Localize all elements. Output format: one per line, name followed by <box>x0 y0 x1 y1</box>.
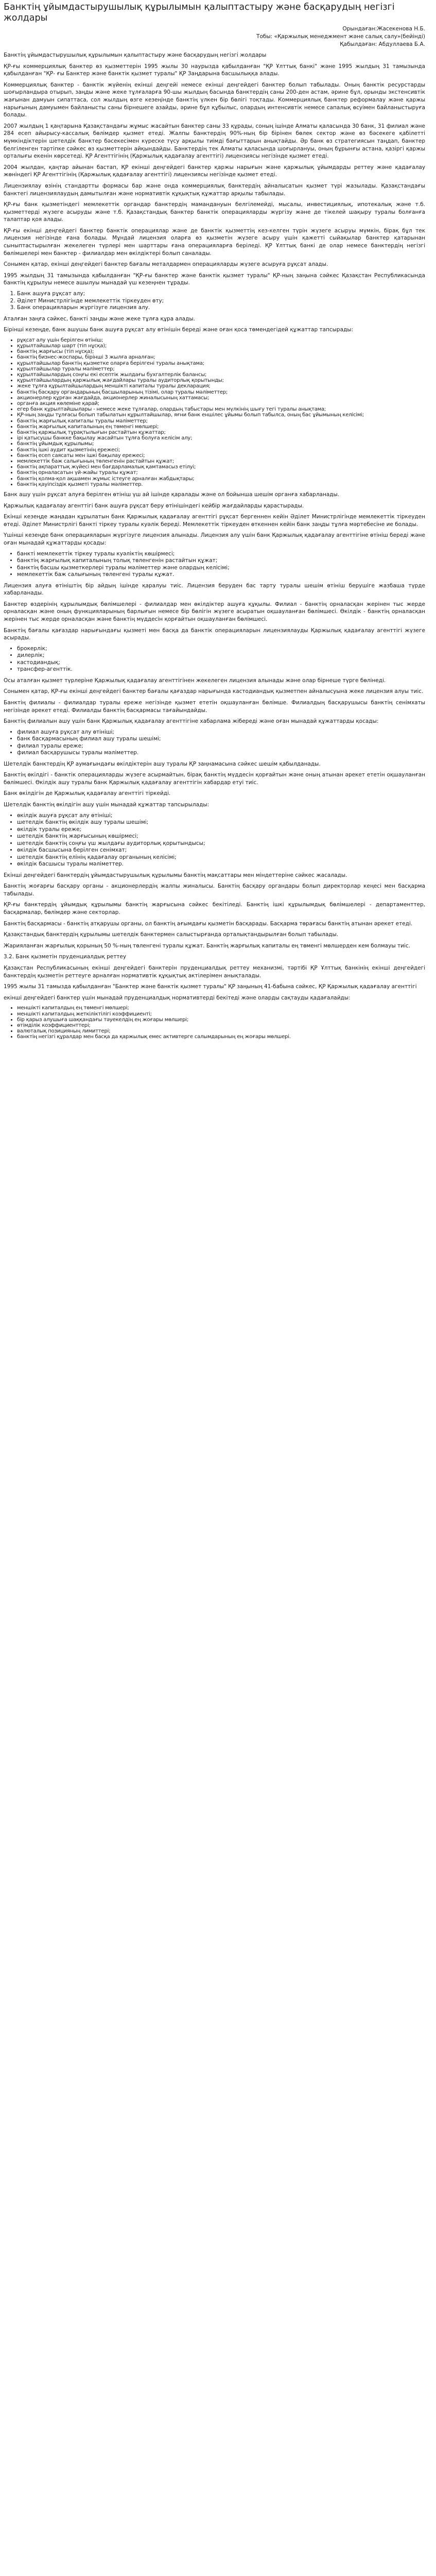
list-item: • кастодиандық; <box>17 659 425 667</box>
list-item: • мемлекеттік баж салығының төленгенін растайтын құжат; <box>17 459 425 464</box>
list-item: • банктің жарғылық капиталы туралы мәліметтер; <box>17 418 425 424</box>
list-item: 3. Банк операцияларын жүргізуге лицензия алу. <box>17 304 425 312</box>
list-item: • ҚР-ның заңды тұлғасы болып табылатын құрылтайшылар, яғни банк еншілес ұйымы болып табылса, оның бас ұйымының келісімі; <box>17 412 425 418</box>
list-item: • меншікті капиталдың ең төменгі мөлшері; <box>17 1005 425 1011</box>
list-item: • өкілдік ашуға рұқсат алу өтініші; <box>17 812 425 820</box>
list-item: • банктің ақпараттық жүйесі мен бағдарламалық қамтамасыз етілуі; <box>17 464 425 470</box>
list-item: • шетелдік банктің соңғы үш жылдағы аудиторлық қорытындысы; <box>17 840 425 848</box>
securities-activity-list <box>4 646 425 673</box>
list-item: • банктің жарғылық капиталының ең төменгі мөлшері; <box>17 424 425 430</box>
paragraph: Банктер өздерінің құрылымдық бөлімшелері - филиалдар мен өкілдіктер ашуға құқылы. Филиал - банктің орналасқан жерінен тыс жерде орналасқан және оның функцияларының барлығын немесе бір бөлігін жүзеге асыратын оқшауланған бөлімшесі. Өкілдік - банктің орналасқан жерінен тыс жерде орналасқан және банктің мүддесін қорғайтын оқшауланған бөлімшесі. <box>4 601 425 622</box>
list-item: • банк басқармасының филиал ашу туралы шешімі; <box>17 736 425 743</box>
paragraph: Шетелдік банктердің ҚР аумағындағы өкілдіктерін ашу туралы ҚР заңнамасына сәйкес шешім қабылданады. <box>4 760 321 767</box>
paragraph: Қаржылық қадағалау агенттігі банк ашуға рұқсат беру өтінішіндегі кейбір жағдайларды қарастырады. <box>4 502 304 509</box>
list-item: • органға акция көлеміне қарай; <box>17 401 425 406</box>
list-item: • дилерлік; <box>17 652 425 659</box>
list-item: • банктің ұйымдық құрылымы; <box>17 441 425 447</box>
list-item: • акционерлер құрған жағдайда, акционерлер жиналысының хаттамасы; <box>17 395 425 401</box>
list-item: • өтімділік коэффициенттері; <box>17 1023 425 1028</box>
list-item: • банктің жарғылық капиталының толық төленгенін растайтын құжат; <box>17 557 425 565</box>
paragraph: Лицензиялау өзінің стандартты формасы бар және онда коммерциялық банктердің айналысатын қызмет түрі жазылады. Қазақстандағы банктегі лицензиялаудың дамытылған және нормативтік құқықтық құжаттар арқылы табылады. <box>4 182 425 197</box>
list-item: • банктің ішкі аудит қызметінің ережесі; <box>17 447 425 453</box>
document-title: Банктің ұйымдастырушылық құрылымын қалыптастыру және басқарудың негізгі жолдары <box>4 2 395 23</box>
paragraph: ҚР-ғы банк қызметіндегі мемлекеттік органдар банктердің мамандануын белгілемейді, мысалы, инвестициялық, ипотекалық және т.б. қызметтерді жүзеге асыруды және т.б. Қазақстандық банктер банктік операцияларды жүргізу және де тікелей шақыру туралы болғанға талаптар қоя алады. <box>4 201 425 223</box>
list-item: 1. Банк ашуға рұқсат алу; <box>17 291 425 298</box>
list-item: • шетелдік банктің жарғысының көшірмесі; <box>17 833 425 840</box>
list-item: • ірі қатысушы банкке бақылау жасайтын тұлға болуға келісім алу; <box>17 435 425 441</box>
paragraph: Банктің жоғарғы басқару органы - акционерлердің жалпы жиналысы. Банктің басқару органдары болып директорлар кеңесі мен басқарма табылады. <box>4 883 425 897</box>
list-item: • валюталық позицияның лимиттері; <box>17 1028 425 1034</box>
paragraph: Сонымен қатар, екінші деңгейдегі банктер бағалы металдармен операцияларды жүзеге асыруға рұқсат алады. <box>4 261 328 268</box>
list-item: • банктің қолма-қол ақшамен жұмыс істеуге арналған жабдықтары; <box>17 476 425 482</box>
paragraph: Банктің басқармасы - банктің атқарушы органы, ол банктің ағымдағы қызметін басқарады. Басқарма төрағасы банктің атынан әрекет етеді. <box>4 920 413 927</box>
list-item: • өкілдік басшысы туралы мәліметтер. <box>17 861 425 868</box>
paragraph: Қазақстан Республикасының екінші деңгейдегі банктерін пруденциалдық реттеу механизмі, тәртібі ҚР Ұлттық банкінің екінші деңгейдегі банктердің қызметін реттеуге арналған нормативтік құқықтық актілерімен анықталады. <box>4 965 425 979</box>
list-item: • құрылтайшылардың қаржылық жағдайлары туралы аудиторлық қорытынды; <box>17 378 425 383</box>
list-item: • банктің қауіпсіздік қызметі туралы мәліметтер. <box>17 482 425 487</box>
paragraph: Банк өкілдігін де Қаржылық қадағалау агенттігі тіркейді. <box>4 790 171 797</box>
list-item: • құрылтайшылар туралы мәліметтер; <box>17 366 425 372</box>
paragraph: ҚР-ғы банктердің ұйымдық құрылымы банктің жарғысына сәйкес бекітіледі. Банктің ішкі құрылымдық бөлімшелері - департаменттер, басқармалар, бөлімдер және секторлар. <box>4 902 425 916</box>
list-item: 2. Әділет Министрлігінде мемлекеттік тіркеуден өту; <box>17 298 425 305</box>
paragraph: Банк ашу үшін рұқсат алуға берілген өтініш үш ай ішінде қаралады және ол бойынша шешім органға хабарланады. <box>4 492 340 498</box>
license-documents-list <box>4 551 425 579</box>
paragraph: Аталған заңға сәйкес, банкті заңды және жеке тұлға құра алады. <box>4 315 195 322</box>
list-item: • банктің басқару органдарының басшыларының тізімі, олар туралы мәліметтер; <box>17 389 425 395</box>
list-item: • егер банк құрылтайшылары - немесе жеке тұлғалар, олардың табыстары мен мүлкінің шығу тегі туралы анықтама; <box>17 406 425 412</box>
steps-list <box>4 291 425 312</box>
list-item: • банктің есеп саясаты мен ішкі бақылау ережесі; <box>17 453 425 459</box>
list-item: • банктің бизнес-жоспары, бірінші 3 жылға арналған; <box>17 354 425 360</box>
document <box>0 0 429 1049</box>
paragraph: Екінші кезеңде жаңадан құрылатын банк Қаржылық қадағалау агенттігі рұқсат бергеннен кейін Әділет Министрлігінде мемлекеттік тіркеуден өтеді. Әділет Министрлігі банкті тіркеу туралы куәлік береді. Мемлекеттік тіркеуден өткеннен кейін банк заңды тұлға мәртебесіне ие болады. <box>4 514 425 528</box>
paragraph: ҚР-ғы екінші деңгейдегі банктер банктік операциялар және де банктік қызметтің кез-келген түрін жүзеге асыруы мүмкін, бірақ бұл тек лицензия негізінде ғана болады. Мұндай лицензия оларға өз қызметін жүзеге асыру үшін қажетті сыйақылар банктер қатарынан сыныптастырылған жекелеген түрлері мен шарттары ғана операцияларға беріледі. ҚР Ұлттық банкі де олар немесе банктердің негізгі бөлімшелері мен банктер - филиалдар мен өкілдіктері болып саналады. <box>4 227 425 257</box>
author-info <box>4 25 425 48</box>
prudential-norms-list <box>4 1005 425 1040</box>
branch-documents-list <box>4 729 425 757</box>
list-item: • банктің орналасатын үй-жайы туралы құжат; <box>17 470 425 476</box>
paragraph: 2004 жылдан, қаңтар айынан бастап, ҚР екінші деңгейдегі банктер қаржы нарығын және қаржылық ұйымдарды реттеу және қадағалау жөніндегі ҚР Агенттігінің (Қаржылық қадағалау агенттігі) лицензиясы негізінде қызмет етеді. <box>4 164 425 178</box>
list-item: • шетелдік банктің өкілдік ашу туралы шешімі; <box>17 819 425 826</box>
paragraph: Банктің филиалы - филиалдар туралы ереже негізінде қызмет ететін оқшауланған бөлімше. Филиалдың басқарушысы банктің сенімхаты негізінде әрекет етеді. Филиалды банктің басқармасы тағайындайды. <box>4 699 425 714</box>
list-item: • құрылтайшылар шарт (тіп нұсқа); <box>17 343 425 349</box>
paragraph: Банктің ұйымдастырушылық құрылымын қалыптастыру және басқарудың негізгі жолдары <box>4 52 267 58</box>
list-item: • банкті мемлекеттік тіркеу туралы куәліктің көшірмесі; <box>17 551 425 558</box>
paragraph: Қазақстандық банктердің құрылымы шетелдік банктермен салыстырғанда орталықтандырылған болып табылады. <box>4 931 339 938</box>
list-item: • банктің негізгі құралдар мен басқа да қаржылық емес активтерге салымдарының ең жоғары мөлшері. <box>17 1034 425 1040</box>
section-heading: 3.2. Банк қызметін пруденциалдық реттеу <box>4 954 127 960</box>
paragraph: 1995 жылдың 31 тамызында қабылданған "ҚР-ғы банктер және банктік қызмет туралы" ҚР-ның заңына сәйкес Қазақстан Республикасында банктің құрылуы немесе ашылуы мынадай үш кезеңнен тұрады. <box>4 272 425 286</box>
paragraph: екінші деңгейдегі банктер үшін мынадай пруденциалдық нормативтерді бекітеді және оларды сақтауды қадағалайды: <box>4 994 351 1001</box>
list-item: • банктің басшы қызметкерлері туралы мәліметтер және олардың келісімі; <box>17 565 425 572</box>
paragraph: Банктің филиалын ашу үшін банк Қаржылық қадағалау агенттігіне хабарлама жібереді және оған мынадай құжаттарды қосады: <box>4 718 379 725</box>
list-item: • мемлекеттік баж салығының төленгені туралы құжат. <box>17 571 425 579</box>
list-item: • бір қарыз алушыға шаққандағы тәуекелдің ең жоғары мөлшері; <box>17 1017 425 1023</box>
representative-documents-list <box>4 812 425 868</box>
paragraph: Коммерциялық банктер - банктік жүйенің екінші деңгейі немесе екінші деңгейдегі банктер болып табылады. Оның банктік ресурстарды шоғырландыра отырып, заңды және жеке тұлғаларға 90-шы жылдың басында банктердің саны 200-ден астам, әрине бұл, орынды экстенсивтік жағынан дамуын сипаттаса, сол жылдың өзге кезеңінде банктің үлкен бір бөлігі тоқтады. Коммерциялық банктер реформалау және қаржы нарығының дамуымен байланысты саны бірнешеге азайды, әрине бұл құбылыс, олардың интенсивтік немесе сапалық өсуімен байланыстыруға болады. <box>4 81 425 118</box>
required-documents-list <box>4 337 425 487</box>
list-item: • филиал туралы ереже; <box>17 743 425 750</box>
list-item: • филиал басқарушысы туралы мәліметтер. <box>17 750 425 757</box>
paragraph: 1995 жылы 31 тамызда қабылданған "Банктер және банктік қызмет туралы" ҚР заңының 41-бабына сәйкес, ҚР Қаржылық қадағалау агенттігі <box>4 984 417 990</box>
list-item: • меншікті капиталдың жеткіліктілігі коэффициенті; <box>17 1011 425 1017</box>
paragraph: Сонымен қатар, ҚР-ғы екінші деңгейдегі банктер бағалы қағаздар нарығында кастодиандық қызметпен айналысуына жеке лицензия алуы тиіс. <box>4 688 424 695</box>
author-reviewer: Қабылдаған: Абдуллаева Б.А. <box>340 41 425 47</box>
list-item: • трансфер-агенттік. <box>17 666 425 673</box>
paragraph: Лицензия алуға өтініштің бір айдың ішінде қаралуы тиіс. Лицензия беруден бас тарту туралы шешім өтініш берушіге жазбаша түрде хабарланады. <box>4 582 425 597</box>
paragraph: Шетелдік банктің өкілдігін ашу үшін мынадай құжаттар тапсырылады: <box>4 802 210 808</box>
list-item: • өкілдік басшысына берілген сенімхат; <box>17 847 425 854</box>
list-item: • жеке тұлға құрылтайшылардың меншікті капиталы туралы декларация; <box>17 383 425 389</box>
paragraph: Бірінші кезеңде, банк ашушы банк ашуға рұқсат алу өтінішін береді және оған қоса төмендегідей құжаттар тапсырады: <box>4 327 354 333</box>
list-item: • құрылтайшылардың соңғы екі есептік жылдағы бухгалтерлік балансы; <box>17 372 425 378</box>
paragraph: Екінші деңгейдегі банктердің ұйымдастырушылық құрылымы банктің мақсаттары мен міндеттеріне сәйкес жасалады. <box>4 872 347 878</box>
list-item: • шетелдік банктің елінің қадағалау органының келісімі; <box>17 854 425 861</box>
list-item: • банктің қаржылық тұрақтылығын растайтын құжаттар; <box>17 430 425 435</box>
paragraph: Жарияланған жарғылық қорының 50 %-ның төленгені туралы құжат. Банктің жарғылық капиталы ең төменгі мөлшерден кем болмауы тиіс. <box>4 942 410 949</box>
author-performer: Орындаған:Жасекенова Н.Б. <box>342 26 425 32</box>
paragraph: Осы аталған қызмет түрлеріне Қаржылық қадағалау агенттігінен жекелеген лицензия алынады және олар бірнеше түрге бөлінеді. <box>4 677 386 684</box>
list-item: • филиал ашуға рұқсат алу өтініші; <box>17 729 425 736</box>
paragraph: Банктің өкілдігі - банктік операцияларды жүзеге асырмайтын, бірақ банктің мүддесін қорғайтын және оның атынан әрекет ететін оқшауланған бөлімшесі. Өкілдік ашу туралы банк Қаржылық қадағалау агенттігін хабардар етуі тиіс. <box>4 772 425 786</box>
list-item: • рұқсат алу үшін берілген өтініш; <box>17 337 425 343</box>
list-item: • құрылтайшылар банктің қызметке оларға берілгені туралы анықтама; <box>17 361 425 366</box>
paragraph: 2007 жылдың 1 қаңтарына Қазақстандағы жұмыс жасайтын банктер саны 33 құрады, соның ішінде Алматы қаласында 30 банк, 31 филиал және 284 есеп айырысу-кассалық бөлімдер қызмет етеді. Жалпы банктердің 90%-ның бір бірінен бөлек сектор және өз бәсекеге қабілетті мүмкіндіктерін шетелдік банктер бәсекесімен күреске түсу арқылы тиімді бағыттарын анықтайды. Әр банк өз стратегиясын таңдап, банктер белгіленген тәртіпке сәйкес өз қызметтерін айқындайды. Банктердің тек Алматы қаласында шоғырлануы, оның бұрынғы астана, қазіргі қаржы орталығы екенін көрсетеді. ҚР Агенттігінің (Қаржылық қадағалау агенттігі) лицензиясы негізінде қызмет етеді. <box>4 123 425 160</box>
list-item: • өкілдік туралы ереже; <box>17 826 425 834</box>
list-item: • брокерлік; <box>17 646 425 653</box>
paragraph: Үшінші кезеңде банк операцияларын жүргізуге лицензия алынады. Лицензия алу үшін банк Қаржылық қадағалау агенттігіне өтініш береді және оған мынадай құжаттарды қосады: <box>4 532 425 546</box>
paragraph: Банктің бағалы қағаздар нарығындағы қызметі мен басқа да банктік операцияларын лицензиялауды Қаржылық қадағалау агенттігі жүзеге асырады. <box>4 627 425 641</box>
list-item: • банктің жарғысы (тіп нұсқа); <box>17 349 425 354</box>
paragraph: ҚР-ғы коммерциялық банктер өз қызметтерін 1995 жылы 30 наурызда қабылданған "ҚР Ұлттық банкі" және 1995 жылдың 31 тамызында қабылданған "ҚР- ғы Банктер және банктік қызмет туралы" ҚР Заңдарына басшылыққа алады. <box>4 63 425 77</box>
author-group: Тобы: «Қаржылық менеджмент және салық салу»(бейінді) <box>256 33 425 40</box>
